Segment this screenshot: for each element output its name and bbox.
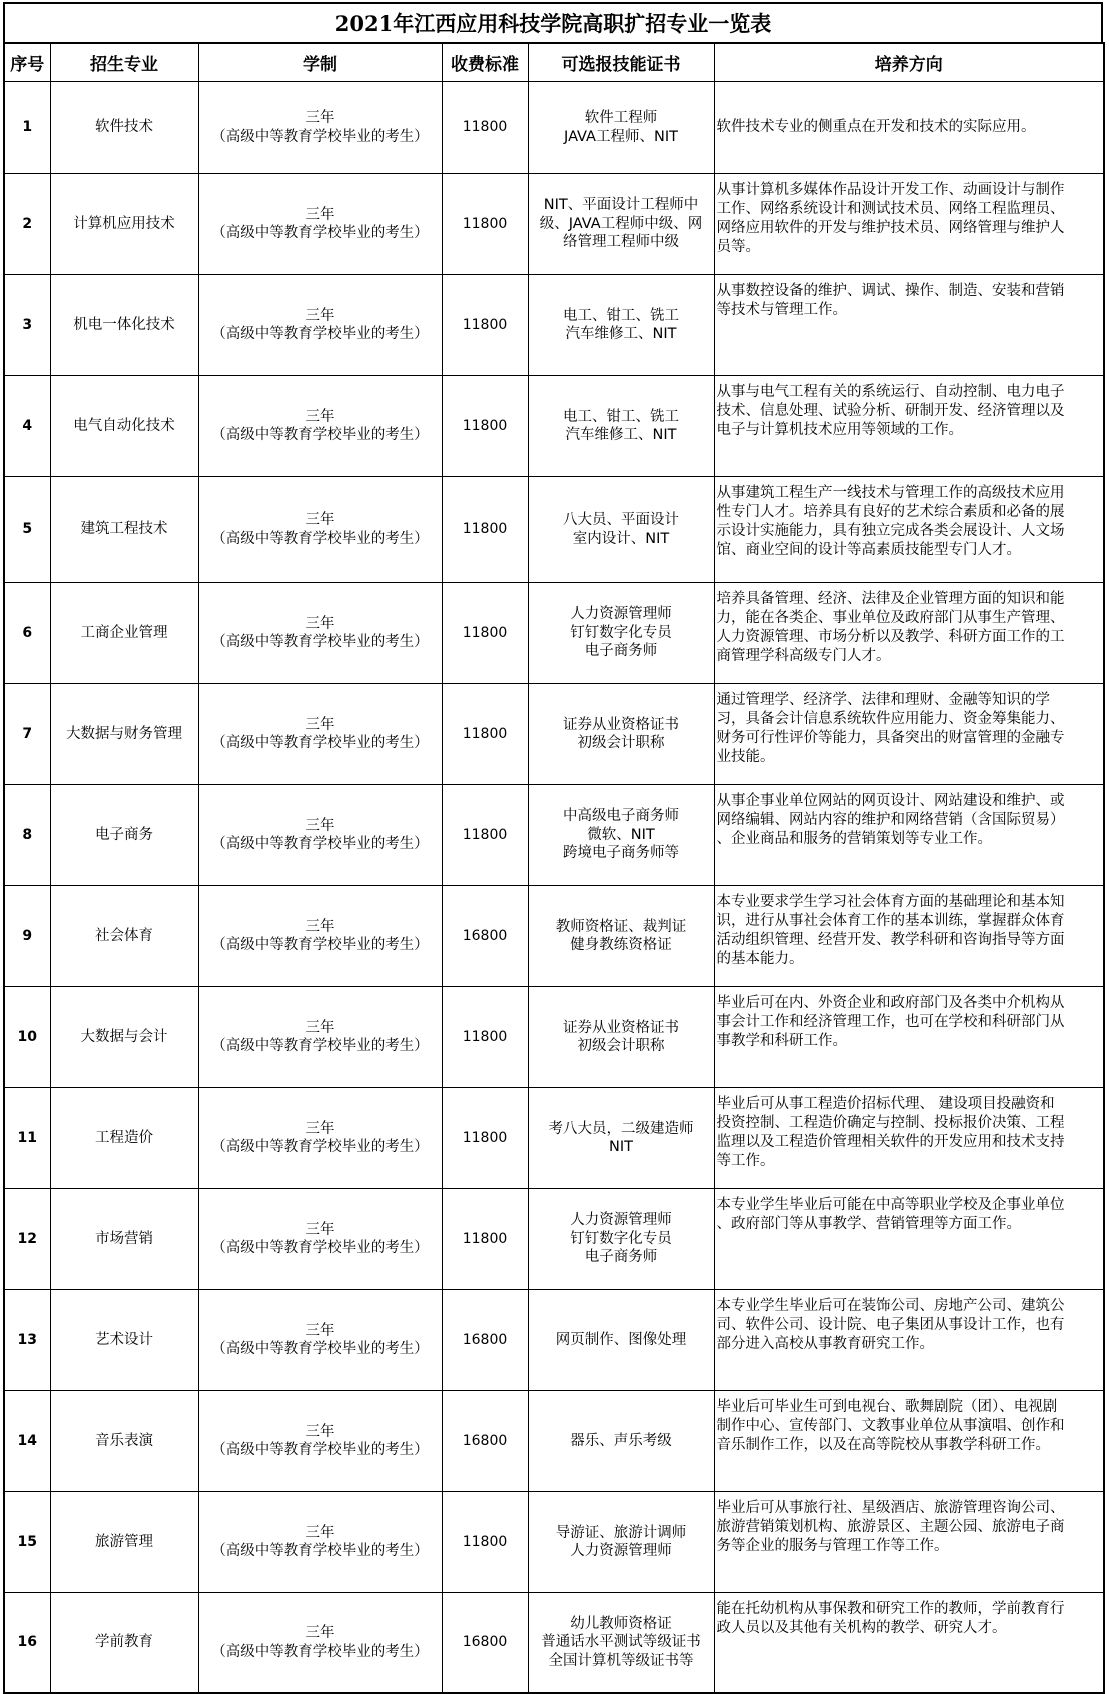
certificate-line: 软件工程师 bbox=[584, 110, 658, 126]
direction-line: 培养具备管理、经济、法律及企业管理方面的知识和能 bbox=[716, 591, 1065, 607]
table-row bbox=[4, 174, 1104, 275]
row-number: 8 bbox=[4, 785, 50, 886]
tuition-fee: 11800 bbox=[442, 174, 528, 275]
study-eligibility: （高级中等教育学校毕业的考生） bbox=[211, 1643, 429, 1660]
study-eligibility: （高级中等教育学校毕业的考生） bbox=[211, 735, 429, 751]
row-number: 16 bbox=[4, 1593, 50, 1694]
training-direction bbox=[714, 1189, 1104, 1290]
study-years: 三年 bbox=[305, 206, 335, 223]
direction-line: 部分进入高校从事教育研究工作。 bbox=[716, 1336, 934, 1352]
direction-line: 力，能在各类企、事业单位及政府部门从事生产管理、 bbox=[716, 610, 1065, 626]
certificates bbox=[528, 987, 714, 1088]
major-name: 大数据与财务管理 bbox=[50, 684, 198, 785]
study-system bbox=[198, 987, 442, 1088]
direction-line: 旅游营销策划机构、旅游景区、主题公园、旅游电子商 bbox=[716, 1519, 1065, 1535]
training-direction bbox=[714, 1088, 1104, 1189]
major-name: 旅游管理 bbox=[50, 1492, 198, 1593]
row-number: 10 bbox=[4, 987, 50, 1088]
study-years: 三年 bbox=[305, 110, 335, 126]
table-row bbox=[4, 1189, 1104, 1290]
certificate-line: 网页制作、图像处理 bbox=[555, 1331, 687, 1348]
row-number: 5 bbox=[4, 477, 50, 583]
study-system bbox=[198, 174, 442, 275]
header-fee: 收费标准 bbox=[442, 43, 528, 82]
table-row bbox=[4, 785, 1104, 886]
certificate-line: 钉钉数字化专员 bbox=[570, 1230, 672, 1247]
major-name: 电气自动化技术 bbox=[50, 376, 198, 477]
header-row bbox=[4, 43, 1104, 82]
majors-table bbox=[3, 42, 1105, 1694]
certificate-line: 中高级电子商务师 bbox=[563, 808, 679, 825]
certificate-line: 电子商务师 bbox=[584, 643, 658, 660]
major-name: 软件技术 bbox=[50, 82, 198, 174]
major-name: 机电一体化技术 bbox=[50, 275, 198, 376]
table-row bbox=[4, 1290, 1104, 1391]
certificates bbox=[528, 1391, 714, 1492]
study-eligibility: （高级中等教育学校毕业的考生） bbox=[211, 427, 429, 443]
study-years: 三年 bbox=[305, 1019, 335, 1036]
study-system bbox=[198, 275, 442, 376]
direction-line: 事教学和科研工作。 bbox=[716, 1033, 847, 1049]
header-major: 招生专业 bbox=[50, 43, 198, 82]
direction-line: 司、软件公司、设计院、电子集团从事设计工作，也有 bbox=[716, 1317, 1065, 1333]
study-system bbox=[198, 583, 442, 684]
row-number: 9 bbox=[4, 886, 50, 987]
tuition-fee: 11800 bbox=[442, 376, 528, 477]
study-system bbox=[198, 1492, 442, 1593]
tuition-fee: 11800 bbox=[442, 82, 528, 174]
training-direction bbox=[714, 1290, 1104, 1391]
tuition-fee: 11800 bbox=[442, 583, 528, 684]
study-years: 三年 bbox=[305, 716, 335, 733]
tuition-fee: 16800 bbox=[442, 1391, 528, 1492]
direction-line: 员等。 bbox=[716, 239, 760, 255]
certificate-line: 人力资源管理师 bbox=[570, 1212, 672, 1229]
study-eligibility: （高级中等教育学校毕业的考生） bbox=[211, 634, 429, 650]
certificate-line: 汽车维修工、NIT bbox=[565, 427, 677, 443]
certificate-line: 人力资源管理师 bbox=[570, 1543, 672, 1559]
certificates bbox=[528, 886, 714, 987]
study-eligibility: （高级中等教育学校毕业的考生） bbox=[211, 1543, 429, 1559]
certificate-line: 健身教练资格证 bbox=[570, 937, 672, 953]
study-system bbox=[198, 886, 442, 987]
certificates bbox=[528, 174, 714, 275]
certificate-line: 器乐、声乐考级 bbox=[570, 1432, 672, 1449]
study-system bbox=[198, 1189, 442, 1290]
direction-line: 电子与计算机技术应用等领域的工作。 bbox=[716, 422, 963, 438]
study-system bbox=[198, 1290, 442, 1391]
certificate-line: 级、JAVA工程师中级、网 bbox=[539, 215, 703, 232]
certificate-line: 室内设计、NIT bbox=[572, 530, 670, 547]
study-eligibility: （高级中等教育学校毕业的考生） bbox=[211, 530, 429, 547]
table-row bbox=[4, 1088, 1104, 1189]
certificate-line: 电子商务师 bbox=[584, 1249, 658, 1266]
major-name: 社会体育 bbox=[50, 886, 198, 987]
direction-line: 通过管理学、经济学、法律和理财、金融等知识的学 bbox=[716, 692, 1050, 708]
direction-line: 务等企业的服务与管理工作等工作。 bbox=[716, 1538, 949, 1554]
study-years: 三年 bbox=[305, 1524, 335, 1541]
direction-line: 、企业商品和服务的营销策划等专业工作。 bbox=[716, 831, 992, 847]
certificates bbox=[528, 684, 714, 785]
direction-line: 事会计工作和经济管理工作，也可在学校和科研部门从 bbox=[716, 1014, 1065, 1030]
certificates bbox=[528, 1593, 714, 1694]
training-direction bbox=[714, 1492, 1104, 1593]
direction-line: 本专业学生毕业后可能在中高等职业学校及企事业单位 bbox=[716, 1197, 1065, 1213]
row-number: 12 bbox=[4, 1189, 50, 1290]
table-body bbox=[4, 82, 1104, 1694]
row-number: 15 bbox=[4, 1492, 50, 1593]
certificate-line: 幼儿教师资格证 bbox=[570, 1615, 672, 1632]
study-system bbox=[198, 376, 442, 477]
tuition-fee: 11800 bbox=[442, 684, 528, 785]
header-direction: 培养方向 bbox=[714, 43, 1104, 82]
row-number: 4 bbox=[4, 376, 50, 477]
training-direction bbox=[714, 785, 1104, 886]
study-years: 三年 bbox=[305, 918, 335, 935]
study-years: 三年 bbox=[305, 408, 335, 425]
study-years: 三年 bbox=[305, 615, 335, 632]
direction-line: 等技术与管理工作。 bbox=[716, 302, 847, 318]
header-system: 学制 bbox=[198, 43, 442, 82]
direction-line: 技术、信息处理、试验分析、研制开发、经济管理以及 bbox=[716, 403, 1065, 419]
direction-line: 本专业要求学生学习社会体育方面的基础理论和基本知 bbox=[716, 894, 1065, 910]
major-name: 电子商务 bbox=[50, 785, 198, 886]
certificate-line: 电工、钳工、铣工 bbox=[563, 408, 679, 425]
direction-line: 制作中心、宣传部门、文教事业单位从事演唱、创作和 bbox=[716, 1418, 1065, 1434]
table-row bbox=[4, 987, 1104, 1088]
study-system bbox=[198, 1088, 442, 1189]
tuition-fee: 11800 bbox=[442, 785, 528, 886]
certificate-line: 跨境电子商务师等 bbox=[563, 845, 679, 862]
certificate-line: 钉钉数字化专员 bbox=[570, 624, 672, 641]
training-direction bbox=[714, 684, 1104, 785]
study-system bbox=[198, 1391, 442, 1492]
certificate-line: 证券从业资格证书 bbox=[563, 716, 679, 733]
major-name: 大数据与会计 bbox=[50, 987, 198, 1088]
direction-line: 从事与电气工程有关的系统运行、自动控制、电力电子 bbox=[716, 384, 1065, 400]
study-years: 三年 bbox=[305, 512, 335, 528]
certificate-line: NIT bbox=[609, 1139, 633, 1155]
row-number: 7 bbox=[4, 684, 50, 785]
certificate-line: 证券从业资格证书 bbox=[563, 1019, 679, 1036]
study-eligibility: （高级中等教育学校毕业的考生） bbox=[211, 128, 429, 145]
certificate-line: 普通话水平测试等级证书 bbox=[541, 1634, 701, 1651]
certificate-line: 教师资格证、裁判证 bbox=[555, 918, 687, 935]
training-direction bbox=[714, 82, 1104, 174]
study-eligibility: （高级中等教育学校毕业的考生） bbox=[211, 1442, 429, 1458]
study-years: 三年 bbox=[305, 1221, 335, 1238]
row-number: 11 bbox=[4, 1088, 50, 1189]
header-cert: 可选报技能证书 bbox=[528, 43, 714, 82]
study-eligibility: （高级中等教育学校毕业的考生） bbox=[211, 225, 429, 241]
major-name: 工商企业管理 bbox=[50, 583, 198, 684]
certificate-line: 微软、NIT bbox=[587, 826, 655, 843]
direction-line: 等工作。 bbox=[716, 1153, 775, 1169]
tuition-fee: 11800 bbox=[442, 987, 528, 1088]
major-name: 艺术设计 bbox=[50, 1290, 198, 1391]
tuition-fee: 11800 bbox=[442, 1088, 528, 1189]
direction-line: 毕业后可毕业生可到电视台、歌舞剧院（团）、电视剧 bbox=[716, 1399, 1058, 1415]
certificates bbox=[528, 82, 714, 174]
major-name: 工程造价 bbox=[50, 1088, 198, 1189]
certificates bbox=[528, 376, 714, 477]
training-direction bbox=[714, 1391, 1104, 1492]
direction-line: 商管理学科高级专门人才。 bbox=[716, 648, 891, 664]
study-years: 三年 bbox=[305, 1423, 335, 1440]
study-system bbox=[198, 82, 442, 174]
study-eligibility: （高级中等教育学校毕业的考生） bbox=[211, 937, 429, 953]
study-years: 三年 bbox=[305, 817, 335, 834]
table-row bbox=[4, 583, 1104, 684]
study-system bbox=[198, 785, 442, 886]
direction-line: 财务可行性评价等能力，具备突出的财富管理的金融专 bbox=[716, 730, 1065, 746]
direction-line: 能在托幼机构从事保教和研究工作的教师，学前教育行 bbox=[716, 1601, 1065, 1617]
certificate-line: 八大员、平面设计 bbox=[563, 512, 679, 528]
study-eligibility: （高级中等教育学校毕业的考生） bbox=[211, 1341, 429, 1357]
certificates bbox=[528, 785, 714, 886]
certificate-line: 汽车维修工、NIT bbox=[565, 326, 677, 342]
training-direction bbox=[714, 275, 1104, 376]
study-eligibility: （高级中等教育学校毕业的考生） bbox=[211, 1139, 429, 1155]
certificate-line: 电工、钳工、铣工 bbox=[563, 307, 679, 324]
row-number: 3 bbox=[4, 275, 50, 376]
certificate-line: 全国计算机等级证书等 bbox=[548, 1652, 694, 1669]
table-row bbox=[4, 1391, 1104, 1492]
study-system bbox=[198, 1593, 442, 1694]
certificate-line: 导游证、旅游计调师 bbox=[555, 1524, 687, 1541]
study-years: 三年 bbox=[305, 1625, 335, 1641]
certificates bbox=[528, 1189, 714, 1290]
tuition-fee: 11800 bbox=[442, 1492, 528, 1593]
tuition-fee: 11800 bbox=[442, 1189, 528, 1290]
direction-line: 习，具备会计信息系统软件应用能力、资金筹集能力、 bbox=[716, 711, 1065, 727]
certificates bbox=[528, 1492, 714, 1593]
direction-line: 政人员以及其他有关机构的教学、研究人才。 bbox=[716, 1620, 1007, 1636]
table-row bbox=[4, 1492, 1104, 1593]
certificate-line: 络管理工程师中级 bbox=[563, 234, 679, 251]
study-years: 三年 bbox=[305, 1120, 335, 1137]
tuition-fee: 11800 bbox=[442, 275, 528, 376]
training-direction bbox=[714, 886, 1104, 987]
training-direction bbox=[714, 583, 1104, 684]
table-row bbox=[4, 376, 1104, 477]
direction-line: 从事企事业单位网站的网页设计、网站建设和维护、或 bbox=[716, 793, 1065, 809]
direction-line: 识，进行从事社会体育工作的基本训练，掌握群众体育 bbox=[716, 913, 1065, 929]
direction-line: 活动组织管理、经营开发、教学科研和咨询指导等方面 bbox=[716, 932, 1065, 948]
major-name: 计算机应用技术 bbox=[50, 174, 198, 275]
study-years: 三年 bbox=[305, 1322, 335, 1339]
direction-line: 的基本能力。 bbox=[716, 951, 804, 967]
direction-line: 馆、商业空间的设计等高素质技能型专门人才。 bbox=[716, 542, 1021, 558]
header-no: 序号 bbox=[4, 43, 50, 82]
row-number: 6 bbox=[4, 583, 50, 684]
certificate-line: 考八大员，二级建造师 bbox=[548, 1120, 694, 1137]
certificates bbox=[528, 583, 714, 684]
major-name: 音乐表演 bbox=[50, 1391, 198, 1492]
direction-line: 性专门人才。培养具有良好的艺术综合素质和必备的展 bbox=[716, 504, 1065, 520]
training-direction bbox=[714, 174, 1104, 275]
tuition-fee: 16800 bbox=[442, 886, 528, 987]
direction-line: 毕业后可在内、外资企业和政府部门及各类中介机构从 bbox=[716, 995, 1065, 1011]
row-number: 2 bbox=[4, 174, 50, 275]
tuition-fee: 11800 bbox=[442, 477, 528, 583]
direction-line: 毕业后可从事工程造价招标代理、 建设项目投融资和 bbox=[716, 1096, 1055, 1112]
direction-line: 人力资源管理、市场分析以及教学、科研方面工作的工 bbox=[716, 629, 1065, 645]
certificate-line: 初级会计职称 bbox=[577, 1038, 665, 1054]
study-years: 三年 bbox=[305, 307, 335, 324]
major-name: 学前教育 bbox=[50, 1593, 198, 1694]
study-system bbox=[198, 684, 442, 785]
certificate-line: JAVA工程师、NIT bbox=[564, 128, 678, 145]
table-row bbox=[4, 275, 1104, 376]
certificate-line: NIT、平面设计工程师中 bbox=[543, 197, 699, 214]
study-eligibility: （高级中等教育学校毕业的考生） bbox=[211, 1038, 429, 1054]
table-row bbox=[4, 886, 1104, 987]
training-direction bbox=[714, 376, 1104, 477]
study-eligibility: （高级中等教育学校毕业的考生） bbox=[211, 326, 429, 342]
direction-line: 、政府部门等从事教学、营销管理等方面工作。 bbox=[716, 1216, 1021, 1232]
direction-line: 毕业后可从事旅行社、星级酒店、旅游管理咨询公司、 bbox=[716, 1500, 1065, 1516]
certificates bbox=[528, 477, 714, 583]
certificates bbox=[528, 1088, 714, 1189]
spreadsheet bbox=[3, 2, 1103, 1694]
direction-line: 业技能。 bbox=[716, 749, 775, 765]
direction-line: 音乐制作工作，以及在高等院校从事教学科研工作。 bbox=[716, 1437, 1050, 1453]
table-row bbox=[4, 1593, 1104, 1694]
direction-line: 示设计实施能力，具有独立完成各类会展设计、人文场 bbox=[716, 523, 1065, 539]
direction-line: 从事数控设备的维护、调试、操作、制造、安装和营销 bbox=[716, 283, 1065, 299]
row-number: 13 bbox=[4, 1290, 50, 1391]
tuition-fee: 16800 bbox=[442, 1290, 528, 1391]
table-row bbox=[4, 82, 1104, 174]
certificates bbox=[528, 275, 714, 376]
direction-line: 网络编辑、网站内容的维护和网络营销（含国际贸易） bbox=[716, 812, 1065, 828]
tuition-fee: 16800 bbox=[442, 1593, 528, 1694]
row-number: 14 bbox=[4, 1391, 50, 1492]
training-direction bbox=[714, 987, 1104, 1088]
study-eligibility: （高级中等教育学校毕业的考生） bbox=[211, 836, 429, 852]
row-number: 1 bbox=[4, 82, 50, 174]
certificate-line: 初级会计职称 bbox=[577, 735, 665, 751]
major-name: 建筑工程技术 bbox=[50, 477, 198, 583]
page-title: 2021年江西应用科技学院高职扩招专业一览表 bbox=[3, 2, 1103, 42]
direction-line: 从事建筑工程生产一线技术与管理工作的高级技术应用 bbox=[716, 485, 1065, 501]
direction-line: 监理以及工程造价管理相关软件的开发应用和技术支持 bbox=[716, 1134, 1065, 1150]
major-name: 市场营销 bbox=[50, 1189, 198, 1290]
direction-line: 本专业学生毕业后可在装饰公司、房地产公司、建筑公 bbox=[716, 1298, 1065, 1314]
certificate-line: 人力资源管理师 bbox=[570, 606, 672, 623]
direction-line: 软件技术专业的侧重点在开发和技术的实际应用。 bbox=[716, 119, 1036, 135]
training-direction bbox=[714, 1593, 1104, 1694]
study-system bbox=[198, 477, 442, 583]
direction-line: 网络应用软件的开发与维护技术员、网络管理与维护人 bbox=[716, 220, 1065, 236]
direction-line: 从事计算机多媒体作品设计开发工作、动画设计与制作 bbox=[716, 182, 1065, 198]
table-row bbox=[4, 684, 1104, 785]
study-eligibility: （高级中等教育学校毕业的考生） bbox=[211, 1240, 429, 1256]
direction-line: 投资控制、工程造价确定与控制、投标报价决策、工程 bbox=[716, 1115, 1065, 1131]
table-row bbox=[4, 477, 1104, 583]
training-direction bbox=[714, 477, 1104, 583]
direction-line: 工作、网络系统设计和测试技术员、网络工程监理员、 bbox=[716, 201, 1065, 217]
certificates bbox=[528, 1290, 714, 1391]
